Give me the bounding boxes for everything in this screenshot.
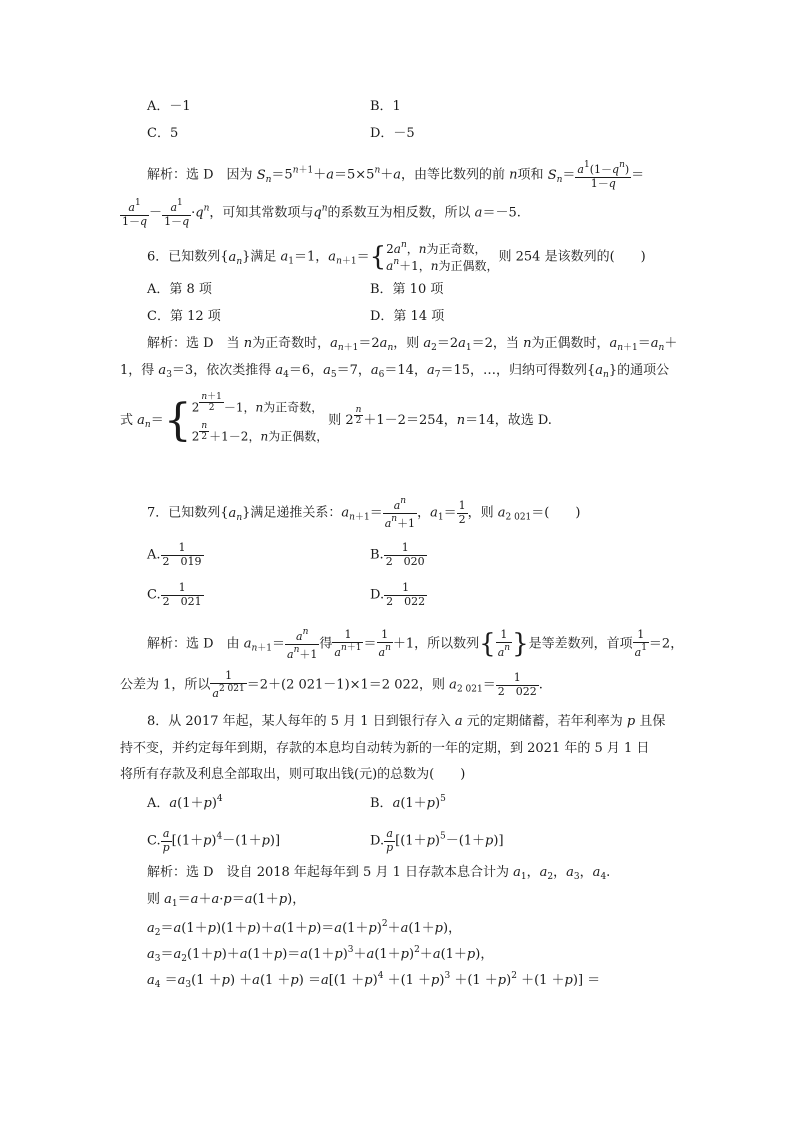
q8-analysis-line5: $a_4 =a_3(1 +p) +a(1 +p) =a[(1 +p)^4 +(1 +p)^3 +(1 +p)^2 +(1 +p)]$ ＝ [147,971,601,990]
q6-option-c: C．第 12 项 [147,309,221,324]
q5-option-d: D．－5 [370,126,415,141]
q6-option-b: B．第 10 项 [370,282,444,297]
q8-option-d: D. $\frac{a}{p}$ $[(1+p)^5-(1+p)]$ [370,827,504,854]
q5-analysis-line1: 解析：选 D 因为 $S_n=5^{n+1}+a=5\times 5^n+a$，由等比数列的前 n项和 $S_n=$ $\frac{a^1(1-q^n)}{1-q}$ ＝ [147,160,645,190]
q8-analysis-line3: $a_2=a(1+p)(1+p)+a(1+p)=a(1+p)^2+a(1+p)$， [147,919,462,938]
q6-option-a: A．第 8 项 [147,282,212,297]
q7-option-d: D. $\frac{1}{2 022}$ [370,581,426,608]
q7-analysis-line2: 公差为 1，所以 $\frac{1}{a^{2 021}}$ ＝2＋(2 021－1)×1＝2 022，则 $a_{2 021}=$ $\frac{1}{2 022}$ . [120,669,543,700]
q5-option-c: C．5 [147,126,179,141]
q6-stem: 6．已知数列$\{a_n\}$满足 $a_1=1$，$a_{n+1}=\{2a^n$，n为正奇数， $a^n+1$，n为正偶数，则 254 是该数列的( ) [147,240,646,273]
q6-analysis-line3: 式 $a_n=\{2$ $^{\frac{n+1}{2}}$ －1，n为正奇数， 2 $^{\frac{n}{2}}$ ＋1－2，n为正偶数，则 2 $^{\frac{n}{2}}$ ＋1－2＝254，n＝14，故选 D. [120,392,552,446]
q5-analysis-line2: $\frac{a^1}{1-q}$ － $\frac{a^1}{1-q}$ $\cdot q^n$，可知其常数项与$q^n$的系数互为相反数，所以 a＝－5. [122,198,521,228]
q6-analysis-line2: 1，得 $a_3=3$，依次类推得 $a_4=6$，$a_5=7$，$a_6=14$，$a_7=15$，…，归纳可得数列$\{a_n\}$的通项公 [120,363,670,380]
q5-option-a: A．－1 [147,99,191,114]
q8-option-c: C. $\frac{a}{p}$ $[(1+p)^4-(1+p)]$ [147,827,281,854]
q7-option-c: C. $\frac{1}{2 021}$ [147,581,202,608]
q8-option-b: B．$a(1+p)^5$ [370,794,446,811]
q7-analysis-line1: 解析：选 D 由 $a_{n+1}=$ $\frac{a^n}{a^n+1}$ 得 $\frac{1}{a^{n+1}}$ ＝ $\frac{1}{a^n}$ ＋1，所以数列{ $\frac{1}{a^n}$ }是等差数列，首项 $\frac{1}{a^1}$ ＝2， [147,627,684,661]
q6-analysis-line1: 解析：选 D 当 n为正奇数时，$a_{n+1}=2a_n$，则 $a_2=2a_1=2$，当 n为正偶数时，$a_{n+1}=a_n+$ [147,336,678,353]
q6-option-d: D．第 14 项 [370,309,445,324]
q5-option-b: B．1 [370,99,401,114]
q8-analysis-line4: $a_3=a_2(1+p)+a(1+p)=a(1+p)^3+a(1+p)^2+a(1+p)$， [147,945,494,964]
q8-analysis-line2: 则 $a_1=a+a\cdot p=a(1+p)$， [147,892,306,909]
q7-option-a: A. $\frac{1}{2 019}$ [147,541,202,568]
q8-analysis-line1: 解析：选 D 设自 2018 年起每年到 5 月 1 日存款本息合计为 $a_1$，$a_2$，$a_3$，$a_4$. [147,865,611,882]
q8-stem-line2: 持不变，并约定每年到期，存款的本息均自动转为新的一年的定期，到 2021 年的 5 月 1 日 [120,741,650,756]
q8-option-a: A．$a(1+p)^4$ [147,794,223,811]
q8-stem-line1: 8．从 2017 年起，某人每年的 5 月 1 日到银行存入 a 元的定期储蓄，若年利率为 p 且保 [147,714,666,729]
q8-stem-line3: 将所有存款及利息全部取出，则可取出钱(元)的总数为( ) [120,767,466,782]
q7-stem: 7．已知数列$\{a_n\}$满足递推关系：$a_{n+1}=$ $\frac{a^n}{a^n+1}$ ，$a_1=$ $\frac{1}{2}$ ，则 $a_{2 021}=$( ) [147,496,581,530]
q7-option-b: B. $\frac{1}{2 020}$ [370,541,425,568]
